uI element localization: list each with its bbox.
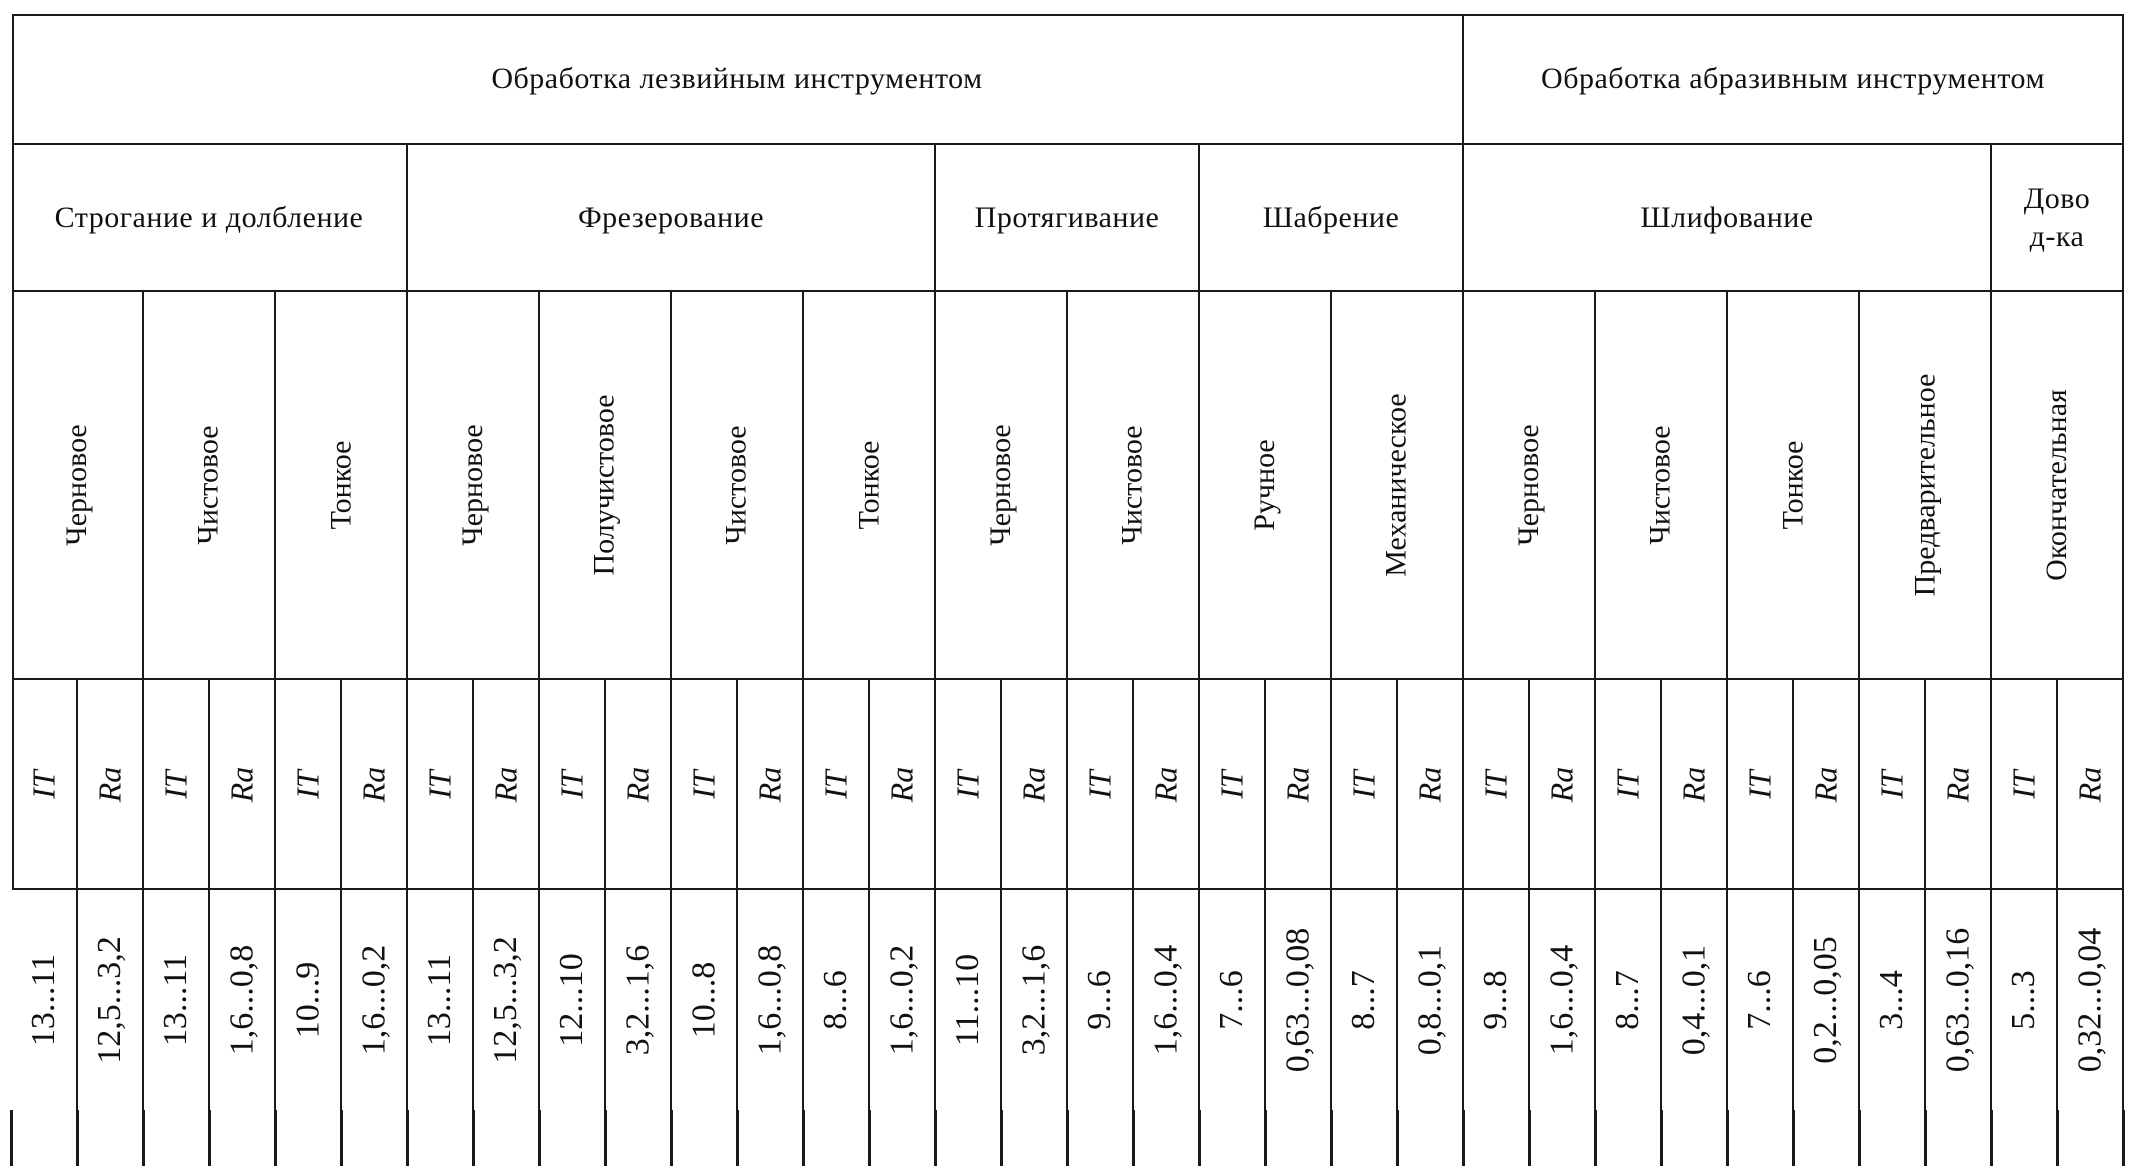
stage-header [12,292,144,680]
method-header-text: Довод-ка [2023,182,2091,253]
value-cell-text: 3,2...1,6 [619,944,656,1056]
column-line [142,1110,145,1166]
it-label-text: IT [2005,769,2042,799]
value-cell-text: 11...10 [949,953,986,1047]
ra-label [1134,680,1200,890]
it-label-text: IT [25,769,62,799]
value-cell [1464,890,1530,1110]
column-line [406,1110,409,1166]
ra-label [870,680,936,890]
value-cell-text: 12...10 [553,953,590,1047]
value-cell [1662,890,1728,1110]
ra-label-text: Ra [883,766,920,802]
ra-label [1266,680,1332,890]
ra-label-text: Ra [751,766,788,802]
it-label-text: IT [421,769,458,799]
it-label [144,680,210,890]
stage-header-text: Черновое [455,424,489,546]
group-header [1464,14,2124,145]
value-cell-text: 7...6 [1741,970,1778,1030]
stage-header-text: Черновое [1511,424,1545,546]
it-label-text: IT [1873,769,1910,799]
value-cell [936,890,1002,1110]
value-cell-text: 8...7 [1345,970,1382,1030]
it-label-text: IT [949,769,986,799]
value-cell [144,890,210,1110]
method-header-text: Строгание и долбление [54,200,364,234]
column-line [1792,1110,1795,1166]
value-cell-text: 0,63...0,16 [1939,927,1976,1073]
stage-header [1464,292,1596,680]
group-header-text: Обработка лезвийным инструментом [491,61,983,95]
column-line [1330,1110,1333,1166]
column-line [1924,1110,1927,1166]
ra-label-text: Ra [223,766,260,802]
it-label [804,680,870,890]
ra-label [1662,680,1728,890]
column-line [1726,1110,1729,1166]
value-cell-text: 10...8 [685,961,722,1039]
it-label-text: IT [1741,769,1778,799]
stage-header [1332,292,1464,680]
it-label [1332,680,1398,890]
column-line [1396,1110,1399,1166]
value-cell [210,890,276,1110]
value-cell-text: 9...6 [1081,970,1118,1030]
value-cell [1530,890,1596,1110]
value-cell [474,890,540,1110]
stage-header [144,292,276,680]
method-header [12,145,408,292]
ra-label-text: Ra [619,766,656,802]
stage-header [936,292,1068,680]
it-label [672,680,738,890]
ra-label-text: Ra [1675,766,1712,802]
value-cell-text: 13...11 [157,953,194,1047]
it-label [1200,680,1266,890]
stage-header-text: Черновое [59,424,93,546]
value-cell-text: 3...4 [1873,970,1910,1030]
ra-label [210,680,276,890]
method-header [408,145,936,292]
value-cell-text: 0,63...0,08 [1279,927,1316,1073]
stage-header-text: Механическое [1380,393,1413,577]
column-line [1066,1110,1069,1166]
value-cell-text: 13...11 [421,953,458,1047]
stage-header [1992,292,2124,680]
it-label [936,680,1002,890]
group-header [12,14,1464,145]
column-line [274,1110,277,1166]
it-label-text: IT [553,769,590,799]
value-cell [1200,890,1266,1110]
value-cell [408,890,474,1110]
it-label-text: IT [1477,769,1514,799]
stage-header-text: Тонкое [851,440,885,530]
stage-header [1596,292,1728,680]
value-cell-text: 1,6...0,8 [223,944,260,1056]
method-header-text: Шлифование [1640,200,1814,234]
column-line [1132,1110,1135,1166]
value-cell [1596,890,1662,1110]
value-cell [2058,890,2124,1110]
it-label-text: IT [1213,769,1250,799]
ra-label-text: Ra [355,766,392,802]
value-cell [1134,890,1200,1110]
column-line [1858,1110,1861,1166]
ra-label-text: Ra [2071,766,2108,802]
stage-header [1200,292,1332,680]
stage-header [804,292,936,680]
value-cell [78,890,144,1110]
ra-label [1530,680,1596,890]
stage-header [1728,292,1860,680]
value-cell [1794,890,1860,1110]
value-cell-text: 0,32...0,04 [2071,927,2108,1073]
it-label-text: IT [1081,769,1118,799]
value-cell [672,890,738,1110]
ra-label [1398,680,1464,890]
stage-header-text: Окончательная [2040,389,2073,581]
column-line [76,1110,79,1166]
column-line [604,1110,607,1166]
ra-label [606,680,672,890]
stage-header-text: Тонкое [1775,440,1809,530]
ra-label [474,680,540,890]
stage-header [276,292,408,680]
method-header [1200,145,1464,292]
column-line [934,1110,937,1166]
stage-header-text: Чистовое [719,425,753,545]
value-cell-text: 12,5...3,2 [487,936,524,1064]
value-cell [342,890,408,1110]
value-cell-text: 1,6...0,4 [1147,944,1184,1056]
value-cell-text: 5...3 [2005,970,2042,1030]
value-cell [804,890,870,1110]
value-cell-text: 1,6...0,8 [751,944,788,1056]
it-label-text: IT [157,769,194,799]
value-cell-text: 7...6 [1213,970,1250,1030]
method-header-text: Фрезерование [577,200,765,234]
value-cell [1926,890,1992,1110]
it-label [1992,680,2058,890]
ra-label [1002,680,1068,890]
value-cell [1266,890,1332,1110]
column-line [2056,1110,2059,1166]
column-line [1198,1110,1201,1166]
value-cell-text: 1,6...0,4 [1543,944,1580,1056]
value-cell [276,890,342,1110]
method-header [1464,145,1992,292]
value-cell [1860,890,1926,1110]
stage-header-text: Чистовое [191,425,225,545]
it-label [540,680,606,890]
it-label-text: IT [685,769,722,799]
stage-header [1068,292,1200,680]
value-cell-text: 1,6...0,2 [355,944,392,1056]
value-cell-text: 12,5...3,2 [91,936,128,1064]
column-line [1660,1110,1663,1166]
column-line [2122,1110,2125,1166]
method-header [1992,145,2124,292]
stage-header-text: Ручное [1247,439,1281,531]
value-cell-text: 0,8...0,1 [1411,944,1448,1056]
column-line [670,1110,673,1166]
value-cell [1992,890,2058,1110]
column-line [868,1110,871,1166]
stage-header-text: Тонкое [323,440,357,530]
ra-label [2058,680,2124,890]
column-line [802,1110,805,1166]
ra-label [78,680,144,890]
it-label [1728,680,1794,890]
value-cell-text: 13...11 [25,953,62,1047]
column-line [340,1110,343,1166]
column-line [1264,1110,1267,1166]
it-label [1068,680,1134,890]
stage-header-text: Предварительное [1908,373,1941,597]
column-line [472,1110,475,1166]
value-cell [1002,890,1068,1110]
ra-label-text: Ra [487,766,524,802]
column-line [1462,1110,1465,1166]
it-label [1860,680,1926,890]
ra-label-text: Ra [1411,766,1448,802]
stage-header-text: Получистовое [588,394,621,576]
ra-label-text: Ra [1807,766,1844,802]
value-cell-text: 8...6 [817,970,854,1030]
group-header-text: Обработка абразивным инструментом [1541,61,2045,95]
value-cell [1068,890,1134,1110]
stage-header [672,292,804,680]
column-line [1594,1110,1597,1166]
value-cell-text: 8...7 [1609,970,1646,1030]
ra-label-text: Ra [1279,766,1316,802]
value-cell [870,890,936,1110]
ra-label-text: Ra [91,766,128,802]
value-cell-text: 0,4...0,1 [1675,944,1712,1056]
stage-header-text: Черновое [983,424,1017,546]
ra-label-text: Ra [1543,766,1580,802]
column-line [736,1110,739,1166]
value-cell-text: 10...9 [289,961,326,1039]
value-cell [1332,890,1398,1110]
value-cell-text: 3,2...1,6 [1015,944,1052,1056]
ra-label [342,680,408,890]
value-cell-text: 9...8 [1477,970,1514,1030]
it-label [1596,680,1662,890]
it-label-text: IT [817,769,854,799]
value-cell [12,890,78,1110]
ra-label-text: Ra [1939,766,1976,802]
it-label-text: IT [289,769,326,799]
stage-header [1860,292,1992,680]
value-cell [738,890,804,1110]
stage-header-text: Чистовое [1643,425,1677,545]
column-line [1990,1110,1993,1166]
it-label [276,680,342,890]
value-cell-text: 1,6...0,2 [883,944,920,1056]
value-cell [540,890,606,1110]
it-label [408,680,474,890]
ra-label-text: Ra [1147,766,1184,802]
value-cell [1398,890,1464,1110]
it-label-text: IT [1345,769,1382,799]
value-cell [1728,890,1794,1110]
column-line [10,1110,13,1166]
ra-label [1926,680,1992,890]
method-header [936,145,1200,292]
method-header-text: Протягивание [974,200,1160,234]
it-label [1464,680,1530,890]
ra-label [738,680,804,890]
column-line [1000,1110,1003,1166]
column-line [208,1110,211,1166]
it-label-text: IT [1609,769,1646,799]
stage-header-text: Чистовое [1115,425,1149,545]
method-header-text: Шабрение [1262,200,1400,234]
column-line [538,1110,541,1166]
ra-label [1794,680,1860,890]
ra-label-text: Ra [1015,766,1052,802]
value-cell-text: 0,2...0,05 [1807,936,1844,1064]
it-label [12,680,78,890]
stage-header [408,292,540,680]
value-cell [606,890,672,1110]
column-line [1528,1110,1531,1166]
stage-header [540,292,672,680]
